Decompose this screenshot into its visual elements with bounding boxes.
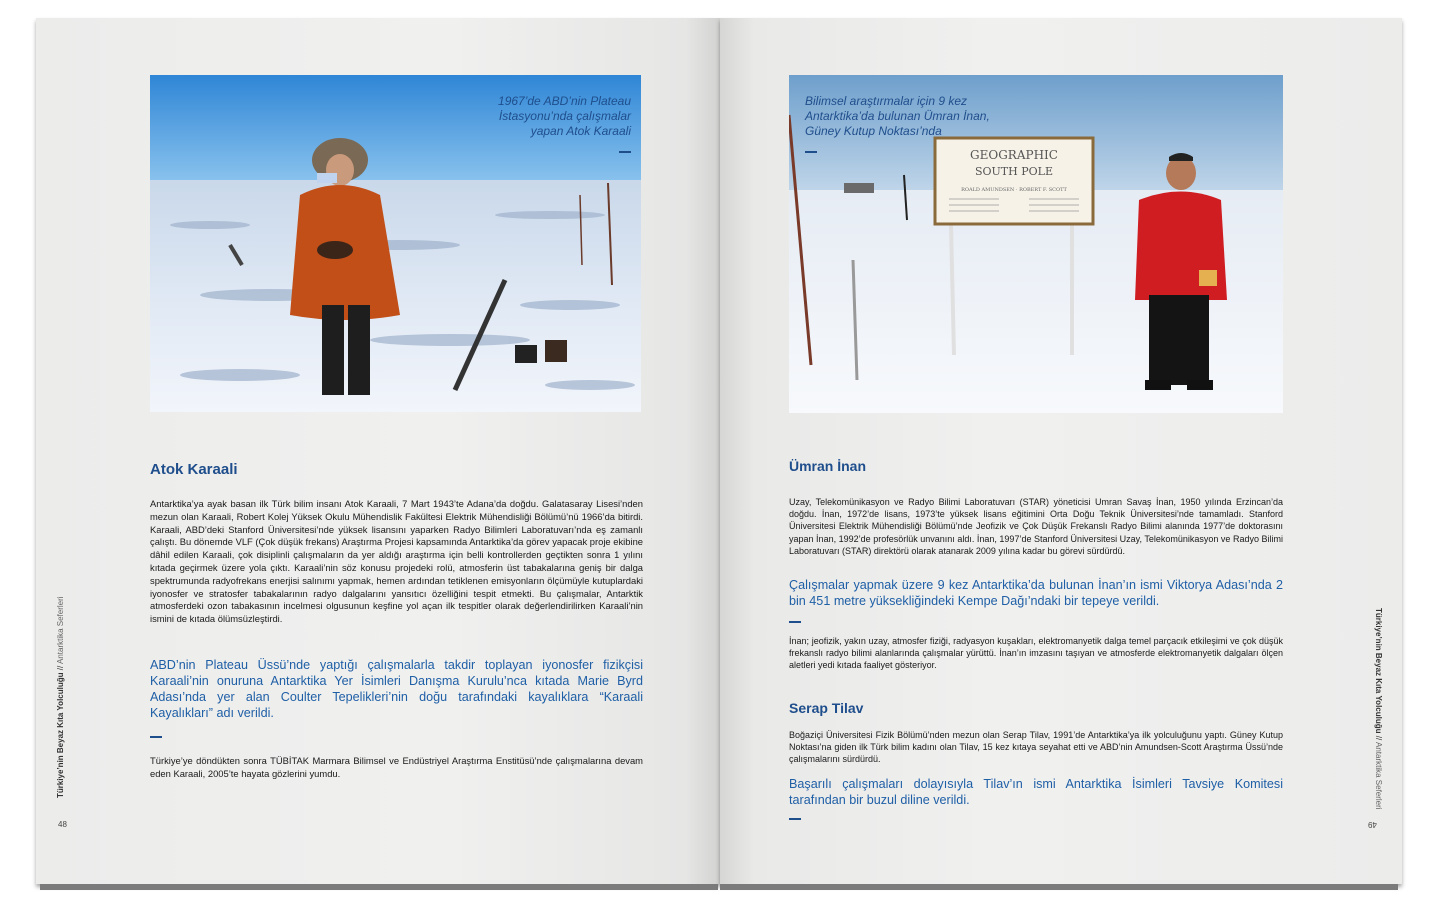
- sign-text-1: GEOGRAPHIC: [970, 148, 1058, 162]
- heading-atok-karaali: Atok Karaali: [150, 461, 238, 478]
- right-page: [720, 18, 1402, 884]
- page-number: 49: [1368, 820, 1377, 829]
- photo-caption: Bilimsel araştırmalar için 9 kez Antarktika’da bulunan Ümran İnan, Güney Kutup Noktası’nda: [805, 94, 1015, 153]
- page-number: 48: [58, 820, 67, 829]
- closing-paragraph: Türkiye’ye döndükten sonra TÜBİTAK Marmara Bilimsel ve Endüstriyel Araştırma Enstitüsü’nde çalışmalarına devam eden Karaali, 2005’te hayata gözlerini yumdu.: [150, 755, 643, 779]
- body-atok-karaali: Antarktika’ya ayak basan ilk Türk bilim insanı Atok Karaali, 7 Mart 1943’te Adana’da doğdu. Galatasaray Lisesi’nden mezun olan Karaali, Robert Kolej Yüksek Okulu Mühendislik Fakültesi Elektrik Mühendisliği Bölümü’nü 1966’da bitirdi. Karaali, ABD’deki Stanford Üniversitesi’nde yüksek lisansını yaparken Radyo Bilimleri Laboratuvarı’nda eş zamanlı çalıştı. Bu dönemde VLF (Çok düşük frekans) Araştırma Projesi kapsamında Antarktika’da görev yapacak proje ekibine dâhil edilen Karaali, çok disiplinli çalışmaların da yer aldığı araştırma için belli kontrollerden geçtikten sonra 1 yılını kıtada geçirmek üzere yola çıktı. Karaali’nin söz konusu projedeki rolü, atmosferin üst tabakalarına geniş bir dalga spektrumunda radyofrekans enerjisi salınımı yapmak, hemen ardından tetiklenen emisyonların ölçümüyle kutuplardaki iyonosfer ve stratosfer tabakalarının radyo dalgalarını yansıtıcı özelliğini tespit etmekti. Bu çalışmalar, Antarktik atmosferdeki ozon tabakasının incelmesi olgusunun keşfine yol açan ilk tespitler olarak değerlendirilirken Karaali’nin ismini de kıtada ölümsüzleştirdi.: [150, 498, 643, 625]
- running-title: Türkiye’nin Beyaz Kıta Yolculuğu // Antarktika Seferleri: [56, 596, 65, 798]
- separator-dash: [789, 621, 801, 623]
- pull-quote-inan: Çalışmalar yapmak üzere 9 kez Antarktika’da bulunan İnan’ın ismi Viktorya Adası’nda 2 bin 451 metre yüksekliğindeki Kempe Dağı’ndaki bir tepeye verildi.: [789, 578, 1283, 608]
- pull-quote-karaali: ABD’nin Plateau Üssü’nde yaptığı çalışmalarla takdir toplayan iyonosfer fizikçisi Karaali’nin onuruna Antarktika Yer İsimleri Danışma Kurulu’nca kıtada Marie Byrd Adası’nda yer alan Coulter Tepelikleri’nin doğu tarafındaki kayalıklara “Karaali Kayalıkları” adı verildi.: [150, 658, 643, 720]
- running-title: Türkiye’nin Beyaz Kıta Yolculuğu // Antarktika Seferleri: [1374, 608, 1383, 810]
- pull-quote-tilav: Başarılı çalışmaları dolayısıyla Tilav’ın ismi Antarktika İsimleri Tavsiye Komitesi tarafından bir buzul diline verildi.: [789, 777, 1283, 807]
- page-edge: [720, 884, 1398, 890]
- book-spread: [36, 18, 1402, 888]
- body-umran-inan: Uzay, Telekomünikasyon ve Radyo Bilimi Laboratuvarı (STAR) yöneticisi Umran Savaş İnan, 1950 yılında Erzincan’da doğdu. İnan, 1972’de lisans, 1973’te yüksek lisans eğitimini Orta Doğu Teknik Üniversitesi’nde tamamladı. Stanford Üniversitesi Elektrik Mühendisliği Bölümü’nde Jeofizik ve Çok Düşük Frekanslı Radyo Bilimi alanında 1977’de doktorasını yapan İnan, 1992’de profesörlük unvanını aldı. İnan, 1997’de Stanford Üniversitesi Uzay, Telekomünikasyon ve Radyo Bilimi Laboratuvarı (STAR) direktörü olarak atanarak 2009 yılına kadar bu görevi sürdürdü.: [789, 497, 1283, 556]
- heading-umran-inan: Ümran İnan: [789, 458, 867, 474]
- body-inan-research: İnan; jeofizik, yakın uzay, atmosfer fiziği, radyasyon kuşakları, elektromanyetik dalga temel parçacık etkileşimi ve çok düşük frekanslı radyo bilimi alanlarında çalışmalar yürüttü. İnan’ın imzasını taşıyan ve atmosferde elektromanyetik dalgaları ölçen aletleri yedi kıtada faaliyet gösteriyor.: [789, 636, 1283, 671]
- photo-caption: 1967’de ABD’nin Plateau İstasyonu’nda çalışmalar yapan Atok Karaali: [466, 94, 631, 153]
- sign-text-3: ROALD AMUNDSEN · ROBERT F. SCOTT: [961, 187, 1067, 193]
- page-edge: [40, 884, 718, 890]
- left-page: [36, 18, 720, 884]
- separator-dash: [789, 818, 801, 820]
- body-serap-tilav: Boğaziçi Üniversitesi Fizik Bölümü’nden mezun olan Serap Tilav, 1991’de Antarktika’ya ilk yolculuğunu yaptı. Güney Kutup Noktası’na giden ilk Türk bilim kadını olan Tilav, 15 kez kıtaya seyahat etti ve ABD’nin Amundsen-Scott Araştırma Üssü’nde çalışmalarını sürdürdü.: [789, 730, 1283, 765]
- separator-dash: [150, 736, 162, 738]
- sign-text-2: SOUTH POLE: [974, 165, 1054, 178]
- heading-serap-tilav: Serap Tilav: [789, 700, 864, 716]
